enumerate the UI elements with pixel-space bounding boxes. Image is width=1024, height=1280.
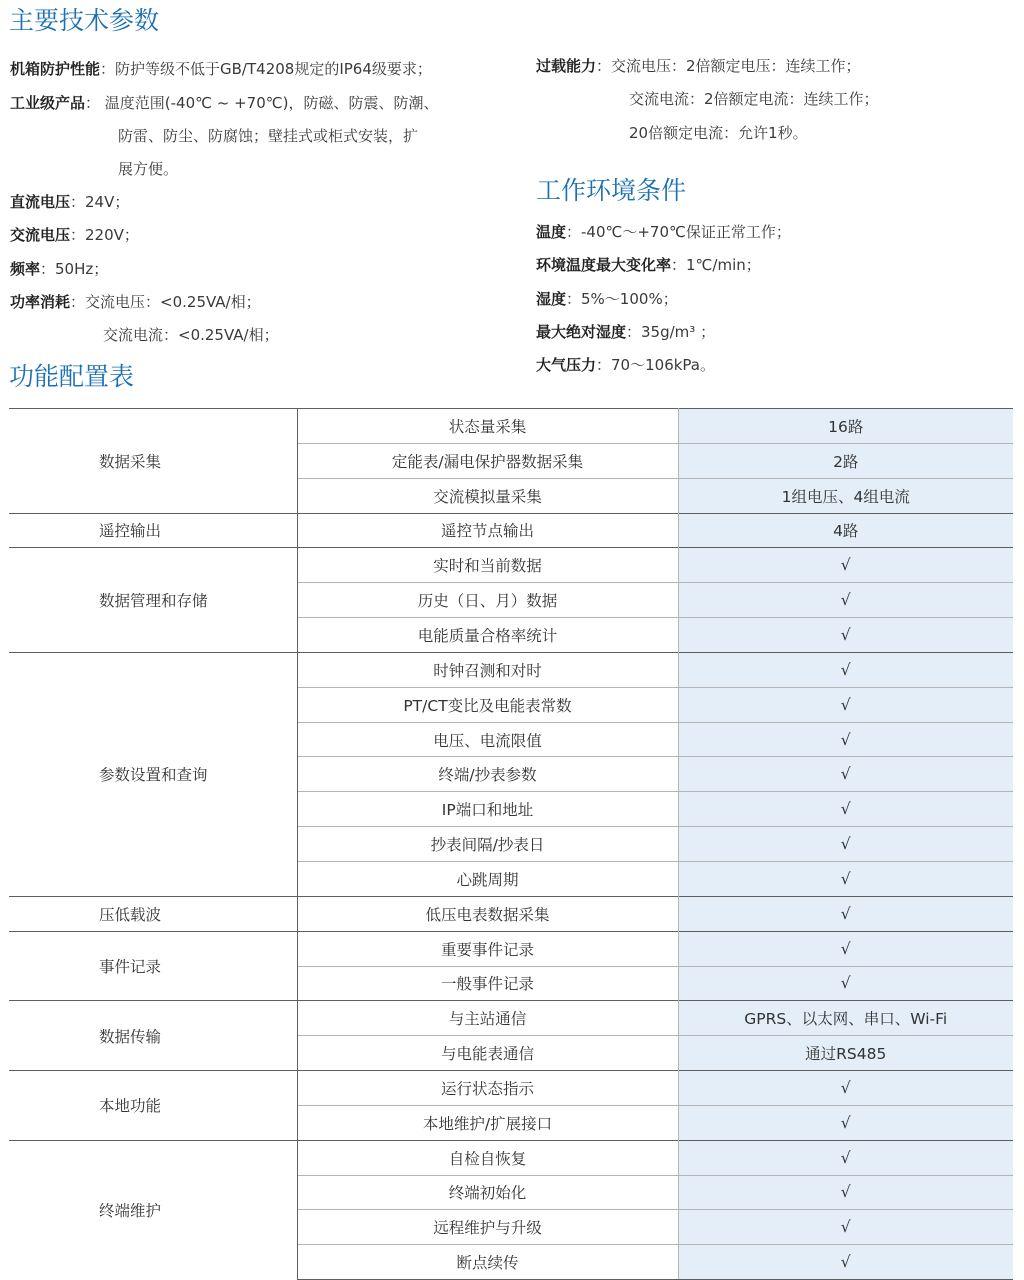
spec-label: 直流电压 [10,193,71,211]
spec-value: ：1℃/min； [671,256,761,274]
item-cell: 历史（日、月）数据 [297,583,678,618]
spec-value: ：35g/m³ ； [626,323,716,341]
item-cell: 实时和当前数据 [297,548,678,583]
table-row [9,409,1013,444]
value-cell: √ [678,1245,1013,1280]
value-cell: √ [678,722,1013,757]
spec-value: ：24V； [70,193,130,211]
group-cell: 数据管理和存储 [9,548,297,653]
group-cell: 压低载波 [9,896,297,931]
item-cell: 电能质量合格率统计 [297,618,678,653]
main-params-heading: 主要技术参数 [9,6,160,35]
table-row [9,896,1013,931]
spec-enclosure [10,59,432,79]
table-row [9,1001,1013,1036]
value-cell: √ [678,827,1013,862]
value-cell: √ [678,652,1013,687]
group-cell: 本地功能 [9,1071,297,1141]
value-cell: √ [678,931,1013,966]
group-cell: 事件记录 [9,931,297,1001]
spec-value: ：5%～100%； [566,290,678,308]
item-cell: 心跳周期 [297,861,678,896]
spec-industrial-line2: 防雷、防尘、防腐蚀；壁挂式或柜式安装，扩 [118,127,419,145]
spec-value: ：交流电压：2倍额定电压：连续工作； [596,57,861,75]
value-cell: √ [678,792,1013,827]
config-table [9,408,1013,1280]
value-cell: 1组电压、4组电流 [678,478,1013,513]
config-table-heading: 功能配置表 [9,362,135,391]
spec-frequency [10,259,108,279]
value-cell: √ [678,757,1013,792]
value-cell: 16路 [678,409,1013,444]
group-cell: 数据传输 [9,1001,297,1071]
spec-label: 环境温度最大变化率 [536,256,672,274]
group-cell: 数据采集 [9,409,297,514]
spec-ac-voltage [10,225,139,245]
value-cell: 通过RS485 [678,1036,1013,1071]
item-cell: 抄表间隔/抄表日 [297,827,678,862]
value-cell: √ [678,1071,1013,1106]
item-cell: 低压电表数据采集 [297,896,678,931]
item-cell: IP端口和地址 [297,792,678,827]
group-cell: 终端维护 [9,1140,297,1279]
item-cell: 交流模拟量采集 [297,478,678,513]
spec-label: 频率 [10,260,41,278]
spec-label: 机箱防护性能 [10,60,101,78]
env-temp-rate [536,255,761,275]
spec-label: 湿度 [536,290,567,308]
spec-value: ：交流电压：<0.25VA/相； [70,293,261,311]
value-cell: 2路 [678,443,1013,478]
spec-dc-voltage [10,192,129,212]
table-row [9,931,1013,966]
spec-value: ：防护等级不低于GB/T4208规定的IP64级要求； [100,60,432,78]
spec-power [10,292,261,312]
spec-power-line2: 交流电流：<0.25VA/相； [103,326,279,344]
item-cell: 重要事件记录 [297,931,678,966]
spec-value: ：70～106kPa。 [596,356,715,374]
item-cell: 遥控节点输出 [297,513,678,548]
item-cell: 定能表/漏电保护器数据采集 [297,443,678,478]
value-cell: √ [678,861,1013,896]
table-row [9,1071,1013,1106]
item-cell: 自检自恢复 [297,1140,678,1175]
env-humidity [536,289,678,309]
spec-value: ： 温度范围(-40℃ ~ +70℃)，防磁、防震、防潮、 [85,94,439,112]
environment-heading: 工作环境条件 [536,176,687,205]
value-cell: GPRS、以太网、串口、Wi-Fi [678,1001,1013,1036]
value-cell: √ [678,1175,1013,1210]
item-cell: PT/CT变比及电能表常数 [297,687,678,722]
value-cell: √ [678,1210,1013,1245]
spec-label: 功率消耗 [10,293,71,311]
value-cell: √ [678,1140,1013,1175]
env-temp [536,222,791,242]
item-cell: 与电能表通信 [297,1036,678,1071]
table-row [9,1140,1013,1175]
spec-value: ：-40℃～+70℃保证正常工作； [566,223,791,241]
value-cell: √ [678,583,1013,618]
value-cell: √ [678,896,1013,931]
value-cell: √ [678,687,1013,722]
value-cell: 4路 [678,513,1013,548]
group-cell: 遥控输出 [9,513,297,548]
spec-overload [536,56,861,76]
item-cell: 状态量采集 [297,409,678,444]
item-cell: 本地维护/扩展接口 [297,1105,678,1140]
spec-label: 工业级产品 [10,94,86,112]
spec-overload-line3: 20倍额定电流：允许1秒。 [629,124,808,142]
item-cell: 与主站通信 [297,1001,678,1036]
value-cell: √ [678,618,1013,653]
value-cell: √ [678,548,1013,583]
spec-overload-line2: 交流电流：2倍额定电流：连续工作； [629,90,879,108]
spec-value: ：50Hz； [40,260,109,278]
spec-industrial-line3: 展方便。 [118,160,179,178]
item-cell: 终端初始化 [297,1175,678,1210]
spec-label: 过载能力 [536,57,597,75]
item-cell: 时钟召测和对时 [297,652,678,687]
spec-label: 大气压力 [536,356,597,374]
table-row [9,548,1013,583]
table-row [9,513,1013,548]
item-cell: 运行状态指示 [297,1071,678,1106]
spec-value: ：220V； [70,226,139,244]
env-pressure [536,355,715,375]
value-cell: √ [678,966,1013,1001]
spec-label: 最大绝对湿度 [536,323,627,341]
item-cell: 终端/抄表参数 [297,757,678,792]
item-cell: 电压、电流限值 [297,722,678,757]
item-cell: 一般事件记录 [297,966,678,1001]
table-row [9,652,1013,687]
item-cell: 远程维护与升级 [297,1210,678,1245]
spec-label: 温度 [536,223,567,241]
env-abs-humidity [536,322,715,342]
group-cell: 参数设置和查询 [9,652,297,896]
spec-label: 交流电压 [10,226,71,244]
item-cell: 断点续传 [297,1245,678,1280]
spec-industrial [10,93,438,113]
value-cell: √ [678,1105,1013,1140]
